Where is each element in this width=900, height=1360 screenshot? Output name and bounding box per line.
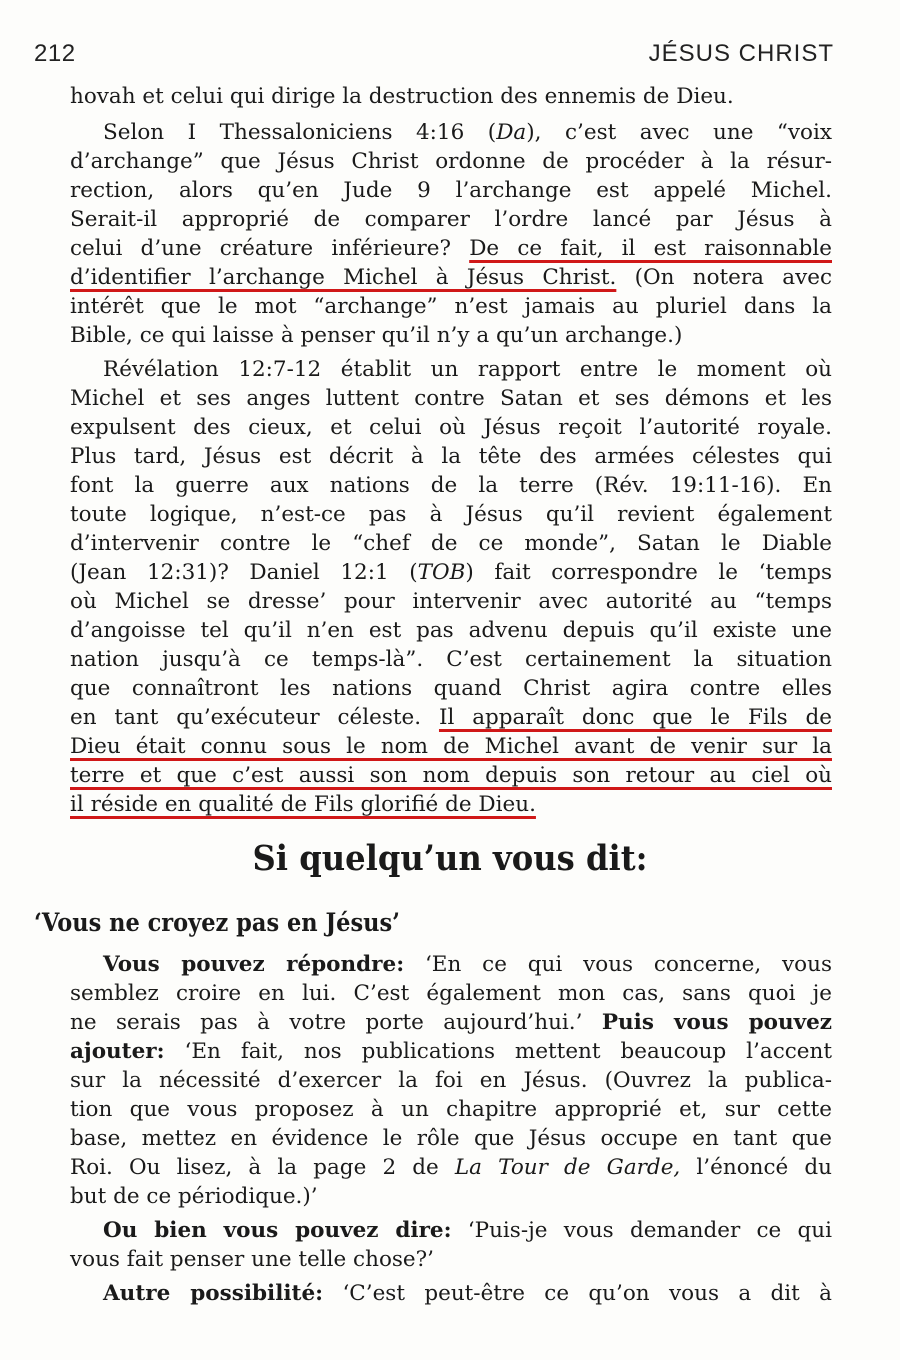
highlighted-passage: il réside en qualité de Fils glorifié de Dieu.: [70, 792, 536, 817]
text-line: d’intervenir contre le “chef de ce monde”, Satan le Diable: [70, 531, 832, 556]
text-line: Révélation 12:7-12 établit un rapport entre le moment où: [103, 357, 832, 382]
text-line: [70, 732, 832, 762]
text-line: expulsent des cieux, et celui où Jésus reçoit l’autorité royale.: [70, 415, 832, 440]
text-line: ne serais pas à votre porte aujourd’hui.’ Puis vous pouvez: [70, 1010, 832, 1035]
text-line: nation jusqu’à ce temps-là”. C’est certainement la situation: [70, 647, 832, 672]
text-line: Bible, ce qui laisse à penser qu’il n’y a qu’un archange.): [70, 323, 683, 348]
text-line: Michel et ses anges luttent contre Satan et ses démons et les: [70, 386, 832, 411]
text-line: d’identifier l’archange Michel à Jésus Christ. (On notera avec: [70, 265, 833, 290]
text-line: Roi. Ou lisez, à la page 2 de La Tour de Garde, l’énoncé du: [70, 1155, 833, 1180]
text-line: sur la nécessité d’exercer la foi en Jésus. (Ouvrez la publica-: [70, 1068, 832, 1093]
text-line: d’angoisse tel qu’il n’en est pas advenu depuis qu’il existe une: [70, 618, 832, 643]
text-line: Selon I Thessaloniciens 4:16 (Da), c’est avec une “voix: [103, 120, 833, 145]
section-subheading: ‘Vous ne croyez pas en Jésus’: [34, 908, 400, 937]
text-line: base, mettez en évidence le rôle que Jésus occupe en tant que: [70, 1126, 832, 1151]
highlighted-passage: terre et que c’est aussi son nom depuis son retour au ciel où: [70, 763, 832, 788]
text-line: celui d’une créature inférieure? De ce fait, il est raisonnable: [70, 236, 832, 261]
text-line: Autre possibilité: ‘C’est peut-être ce qu’on vous a dit à: [103, 1281, 832, 1306]
text-line: hovah et celui qui dirige la destruction des ennemis de Dieu.: [70, 84, 734, 109]
text-line: semblez croire en lui. C’est également mon cas, sans quoi je: [70, 981, 832, 1006]
text-line: [70, 761, 832, 791]
text-line: Vous pouvez répondre: ‘En ce qui vous concerne, vous: [103, 952, 832, 977]
running-header: [34, 40, 834, 70]
text-line: Serait-il approprié de comparer l’ordre lancé par Jésus à: [70, 207, 832, 232]
text-line: intérêt que le mot “archange” n’est jamais au pluriel dans la: [70, 294, 832, 319]
text-line: (Jean 12:31)? Daniel 12:1 (TOB) fait correspondre le ‘temps: [70, 560, 832, 585]
text-line: que connaîtront les nations quand Christ agira contre elles: [70, 676, 832, 701]
section-title: JÉSUS CHRIST: [648, 40, 834, 67]
text-line: but de ce périodique.)’: [70, 1184, 318, 1209]
text-line: où Michel se dresse’ pour intervenir avec autorité au “temps: [70, 589, 832, 614]
text-line: rection, alors qu’en Jude 9 l’archange est appelé Michel.: [70, 178, 832, 203]
page-number: 212: [34, 40, 76, 67]
text-line: vous fait penser une telle chose?’: [70, 1247, 435, 1272]
highlighted-passage: d’identifier l’archange Michel à Jésus Christ.: [70, 265, 617, 290]
text-line: en tant qu’exécuteur céleste. Il apparaît donc que le Fils de: [70, 705, 833, 730]
text-line: font la guerre aux nations de la terre (Rév. 19:11-16). En: [70, 473, 832, 498]
text-line: toute logique, n’est-ce pas à Jésus qu’il revient également: [70, 502, 832, 527]
highlighted-passage: De ce fait, il est raisonnable: [469, 236, 832, 261]
text-line: d’archange” que Jésus Christ ordonne de procéder à la résur-: [70, 149, 832, 174]
text-line: Ou bien vous pouvez dire: ‘Puis-je vous demander ce qui: [103, 1218, 832, 1243]
text-line: tion que vous proposez à un chapitre approprié et, sur cette: [70, 1097, 832, 1122]
text-line: Plus tard, Jésus est décrit à la tête des armées célestes qui: [70, 444, 832, 469]
section-heading: Si quelqu’un vous dit:: [252, 838, 648, 879]
text-line: ajouter: ‘En fait, nos publications mettent beaucoup l’accent: [70, 1039, 832, 1064]
highlighted-passage: Dieu était connu sous le nom de Michel avant de venir sur la: [70, 734, 832, 759]
highlighted-passage: Il apparaît donc que le Fils de: [438, 705, 833, 730]
text-line: [70, 790, 832, 820]
